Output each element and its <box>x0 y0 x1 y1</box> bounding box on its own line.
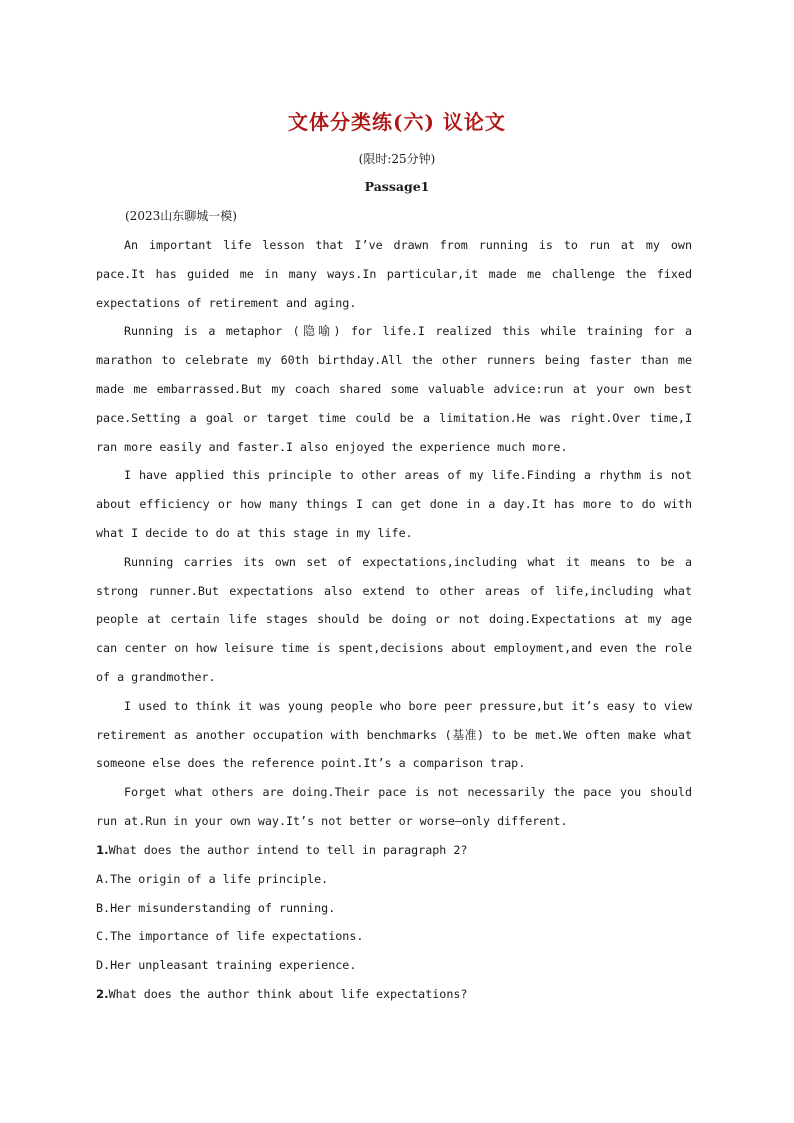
question-number: 1. <box>96 843 109 857</box>
time-limit: (限时:25分钟) <box>358 152 436 166</box>
question-stem <box>96 980 692 1009</box>
answer-option[interactable]: D.Her unpleasant training experience. <box>96 958 357 973</box>
question-text: What does the author intend to tell in paragraph 2? <box>108 843 468 857</box>
question-list <box>96 836 692 1009</box>
paragraph: Running is a metaphor (隐喻) for life.I realized this while training for a marathon to celebrate my 60th birthday.All the other runners being faster than me made me embarrassed.But my coach shared some valuable advice:run at your own best pace.Setting a goal or target time could be a limitation.He was right.Over time,I ran more easily and faster.I also enjoyed the experience much more. <box>96 324 692 454</box>
paragraph: I used to think it was young people who bore peer pressure,but it’s easy to view retirement as another occupation with benchmarks (基准) to be met.We often make what someone else does the reference point.It’s a comparison trap. <box>96 698 692 771</box>
passage-source: (2023山东聊城一模) <box>125 209 237 223</box>
paragraph: An important life lesson that I’ve drawn from running is to run at my own pace.It has guided me in many ways.In particular,it made me challenge the fixed expectations of retirement and aging. <box>96 238 692 310</box>
paragraph: Forget what others are doing.Their pace is not necessarily the pace you should run at.Run in your own way.It’s not better or worse—only different. <box>96 785 692 828</box>
answer-option[interactable]: A.The origin of a life principle. <box>96 871 329 886</box>
passage-label: Passage1 <box>364 179 430 194</box>
question-stem <box>96 836 692 865</box>
question-number: 2. <box>96 986 109 1001</box>
answer-option[interactable]: B.Her misunderstanding of running. <box>96 900 336 915</box>
paragraph: Running carries its own set of expectations,including what it means to be a strong runner.But expectations also extend to other areas of life,including what people at certain life stages should be doing or not doing.Expectations at my age can center on how leisure time is spent,decisions about employment,and even the role of a grandmother. <box>96 554 692 684</box>
answer-option[interactable]: C.The importance of life expectations. <box>96 929 364 944</box>
paragraph: I have applied this principle to other areas of my life.Finding a rhythm is not about efficiency or how many things I can get done in a day.It has more to do with what I decide to do at this stage in my life. <box>96 468 692 540</box>
question-text: What does the author think about life expectations? <box>108 986 468 1001</box>
passage-body <box>96 231 692 836</box>
page-title: 文体分类练(六) 议论文 <box>288 110 506 134</box>
